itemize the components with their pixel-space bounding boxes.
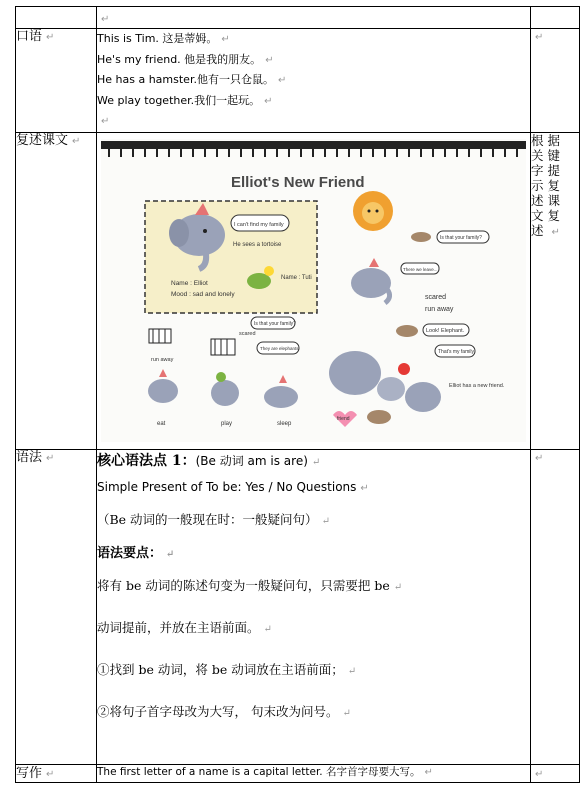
oral-content-cell[interactable] <box>97 29 531 133</box>
writing-side-cell[interactable] <box>531 764 580 782</box>
writing-content-cell[interactable] <box>97 764 531 782</box>
return-mark: ↵ <box>72 135 81 147</box>
return-mark: ↵ <box>46 32 55 43</box>
retell-side-note: 根据关键字提示复述课文复述 <box>531 132 565 238</box>
retell-picture-cell[interactable] <box>97 132 531 449</box>
return-mark: ↵ <box>535 452 544 464</box>
grammar-line-5: ①找到 be 动词，将 be 动词放在主语前面； ↵ <box>97 661 357 677</box>
return-mark: ↵ <box>424 766 433 778</box>
table-row-grammar <box>16 449 580 764</box>
mood-tag: Mood : sad and lonely <box>171 290 235 298</box>
svg-text:They are elephants: They are elephants <box>260 345 299 351</box>
svg-text:Is that your family?: Is that your family? <box>440 234 482 241</box>
svg-text:friend: friend <box>337 415 350 422</box>
svg-text:sleep: sleep <box>277 420 292 427</box>
oral-line-3: He has a hamster.他有一只仓鼠。 ↵ <box>97 73 287 86</box>
name-tag: Name : Elliot <box>171 279 208 287</box>
svg-text:scared: scared <box>239 330 256 337</box>
svg-text:run away: run away <box>151 356 174 363</box>
grammar-content-cell[interactable] <box>97 449 531 764</box>
oral-line-5: ↵ <box>101 116 110 127</box>
grammar-line-2: （Be 动词的一般现在时：一般疑问句） ↵ <box>97 511 330 527</box>
retell-side-cell[interactable] <box>531 132 580 449</box>
return-mark: ↵ <box>535 768 544 780</box>
grammar-line-4: 动词提前，并放在主语前面。 ↵ <box>97 619 272 635</box>
story-illustration <box>101 139 526 442</box>
retell-label-cell[interactable] <box>16 132 97 449</box>
svg-text:Look! Elephant.: Look! Elephant. <box>426 327 465 334</box>
oral-line-2: He's my friend. 他是我的朋友。 ↵ <box>97 52 274 66</box>
cell-empty-1[interactable] <box>16 7 97 29</box>
grammar-label-cell[interactable] <box>16 449 97 764</box>
zebra-icon <box>211 339 235 355</box>
return-mark: ↵ <box>535 32 544 43</box>
grammar-line-1: Simple Present of To be: Yes / No Questions ↵ <box>97 479 369 494</box>
svg-text:scared: scared <box>425 293 447 301</box>
table-row-retell <box>16 132 580 449</box>
picture-title: Elliot's New Friend <box>231 173 365 191</box>
svg-text:run away: run away <box>425 305 454 313</box>
writing-label-cell[interactable] <box>16 764 97 782</box>
grammar-line-3: 将有 be 动词的陈述句变为一般疑问句，只需要把 be ↵ <box>97 577 403 593</box>
svg-text:There we leave...: There we leave... <box>403 266 438 272</box>
svg-text:Elliot has a new friend.: Elliot has a new friend. <box>449 382 505 389</box>
writing-label: 写作 <box>16 765 43 781</box>
grammar-key-points: 语法要点： ↵ <box>97 545 175 561</box>
oral-side-cell[interactable] <box>531 29 580 133</box>
return-mark: ↵ <box>46 768 55 780</box>
svg-text:Is that your family?: Is that your family? <box>254 320 296 327</box>
cell-empty-2[interactable] <box>97 7 531 29</box>
grammar-side-cell[interactable] <box>531 449 580 764</box>
oral-label-cell[interactable] <box>16 29 97 133</box>
oral-line-4: We play together.我们一起玩。 ↵ <box>97 93 273 107</box>
oral-line-1: This is Tim. 这是蒂姆。 ↵ <box>97 32 230 45</box>
retell-label: 复述课文 <box>16 132 69 148</box>
svg-text:I can't find my family: I can't find my family <box>234 221 284 228</box>
lion-icon <box>353 191 393 231</box>
svg-text:That's my family: That's my family <box>438 348 474 355</box>
svg-text:eat: eat <box>157 420 166 427</box>
grammar-label: 语法 <box>16 449 43 465</box>
svg-text:He sees a tortoise: He sees a tortoise <box>233 241 282 248</box>
zebra-icon <box>149 329 171 343</box>
table-row-writing <box>16 764 580 782</box>
svg-text:play: play <box>221 420 233 427</box>
return-mark: ↵ <box>101 14 110 25</box>
grammar-line-6: ②将句子首字母改为大写， 句末改为问号。 ↵ <box>97 703 351 719</box>
svg-text:Name : Tuti: Name : Tuti <box>281 274 312 281</box>
writing-text: The first letter of a name is a capital letter. 名字首字母要大写。 <box>97 765 421 778</box>
return-mark: ↵ <box>46 452 55 464</box>
lesson-table <box>15 6 580 783</box>
grammar-title: 核心语法点 1：(Be 动词 am is are) ↵ <box>97 452 321 469</box>
table-row-top <box>16 7 580 29</box>
return-mark: ↵ <box>551 226 564 238</box>
oral-label: 口语 <box>16 29 43 44</box>
table-row-oral <box>16 29 580 133</box>
cell-empty-3[interactable] <box>531 7 580 29</box>
